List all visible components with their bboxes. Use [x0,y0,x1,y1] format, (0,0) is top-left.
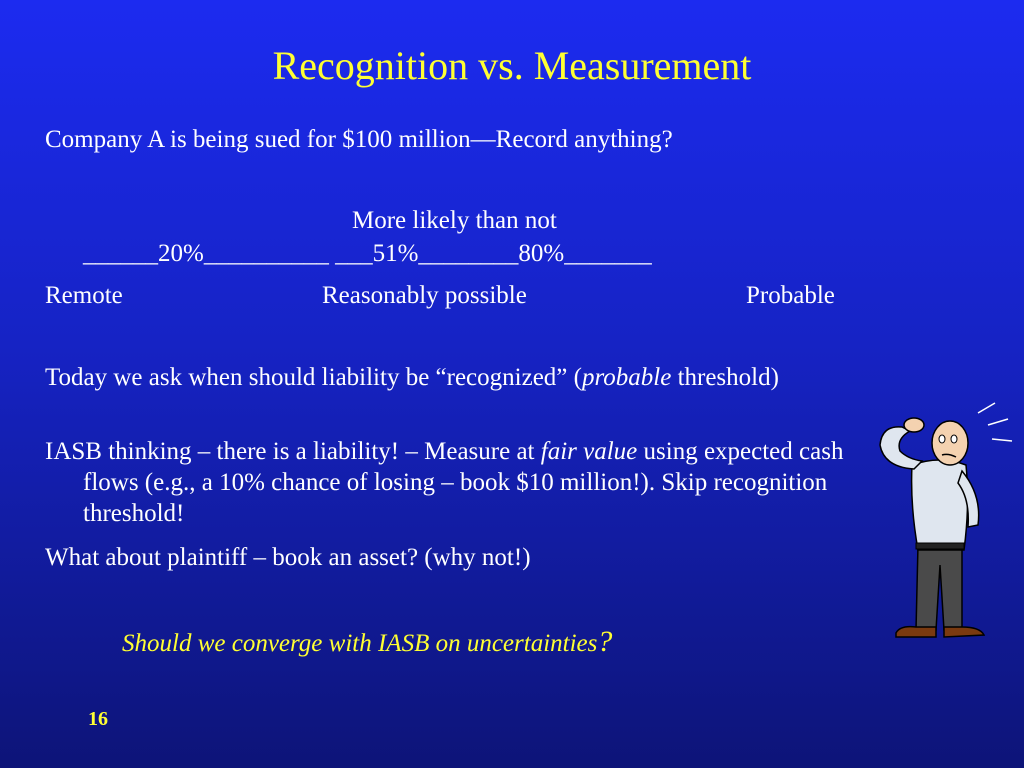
today-text-before: Today we ask when should liability be “recognized” ( [45,364,582,391]
plaintiff-text: What about plaintiff – book an asset? (why not!) [45,544,531,571]
intro-text: Company A is being sued for $100 million—Record anything? [45,126,673,153]
iasb-emphasis: fair value [540,438,638,465]
iasb-text-before: IASB thinking – there is a liability! – Measure at [45,438,541,465]
today-text-after: threshold) [671,364,779,391]
confused-man-icon [870,395,1015,650]
iasb-text-after: using expected cash flows (e.g., a 10% chance of losing – book $10 million!). Skip recognition threshold! [83,438,844,527]
question-mark: ? [597,625,613,658]
question-text: Should we converge with IASB on uncertainties [122,630,598,657]
today-emphasis: probable [581,364,672,391]
label-reasonably-possible: Reasonably possible [322,282,527,309]
closing-question [122,625,612,659]
probability-scale-line: ______20%__________ ___51%________80%_______ [83,240,652,267]
today-paragraph [45,362,915,393]
label-probable: Probable [746,282,835,309]
scale-heading: More likely than not [352,207,557,234]
label-remote: Remote [45,282,123,309]
iasb-paragraph [45,436,885,529]
slide-title: Recognition vs. Measurement [272,43,752,88]
slide-number: 16 [88,708,108,730]
